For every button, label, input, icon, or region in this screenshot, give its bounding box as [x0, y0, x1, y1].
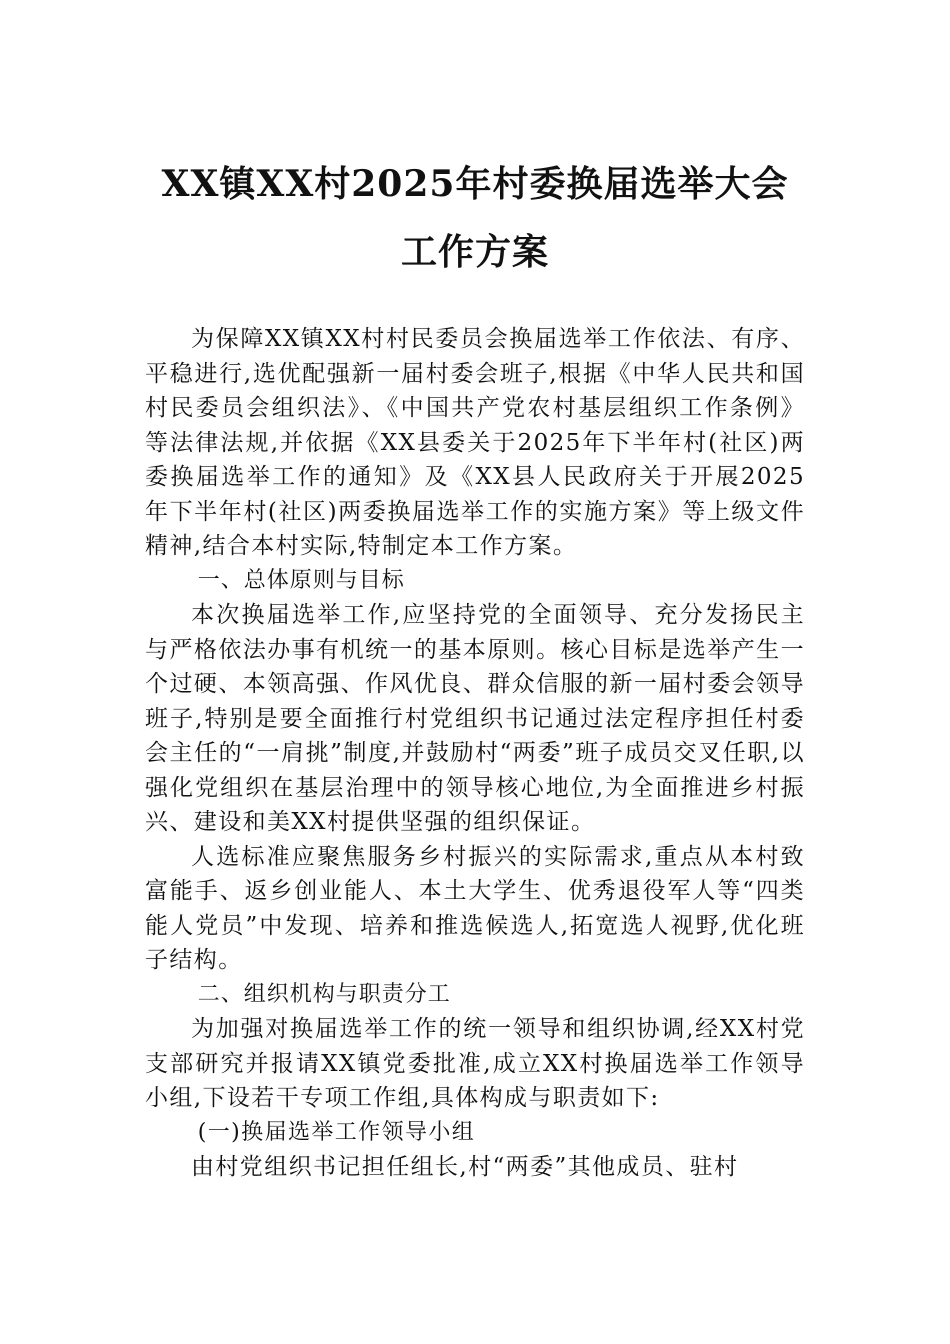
section-2-heading: 二、组织机构与职责分工 — [197, 981, 451, 1007]
intro-paragraph: 为保障XX镇XX村村民委员会换届选举工作依法、有序、平稳进行,选优配强新一届村委会班子,根据《中华人民共和国村民委员会组织法》、《中国共产党农村基层组织工作条例》等法律法规,并依据《XX县委关于2025年下半年村(社区)两委换届选举工作的通知》及《XX县人民政府关于开展2025年下半年村(社区)两委换届选举工作的实施方案》等上级文件精神,结合本村实际,特制定本工作方案。 — [145, 326, 805, 559]
document-body — [145, 322, 805, 1185]
document-title: XX镇XX村2025年村委换届选举大会工作方案 — [161, 163, 789, 273]
section-1-paragraph-1: 本次换届选举工作,应坚持党的全面领导、充分发扬民主与严格依法办事有机统一的基本原则。核心目标是选举产生一个过硬、本领高强、作风优良、群众信服的新一届村委会领导班子,特别是要全面推行村党组织书记通过法定程序担任村委会主任的“一肩挑”制度,并鼓励村“两委”班子成员交叉任职,以强化党组织在基层治理中的领导核心地位,为全面推进乡村振兴、建设和美XX村提供坚强的组织保证。 — [145, 602, 805, 835]
section-1-heading: 一、总体原则与目标 — [197, 567, 405, 593]
section-1-paragraph-2: 人选标准应聚焦服务乡村振兴的实际需求,重点从本村致富能手、返乡创业能人、本土大学生、优秀退役军人等“四类能人党员”中发现、培养和推选候选人,拓宽选人视野,优化班子结构。 — [145, 843, 805, 973]
section-2-subsection-1-paragraph: 由村党组织书记担任组长,村“两委”其他成员、驻村 — [191, 1154, 739, 1180]
section-2-subheading-1: (一)换届选举工作领导小组 — [197, 1119, 476, 1145]
section-2-paragraph-1: 为加强对换届选举工作的统一领导和组织协调,经XX村党支部研究并报请XX镇党委批准,成立XX村换届选举工作领导小组,下设若干专项工作组,具体构成与职责如下: — [145, 1016, 805, 1111]
